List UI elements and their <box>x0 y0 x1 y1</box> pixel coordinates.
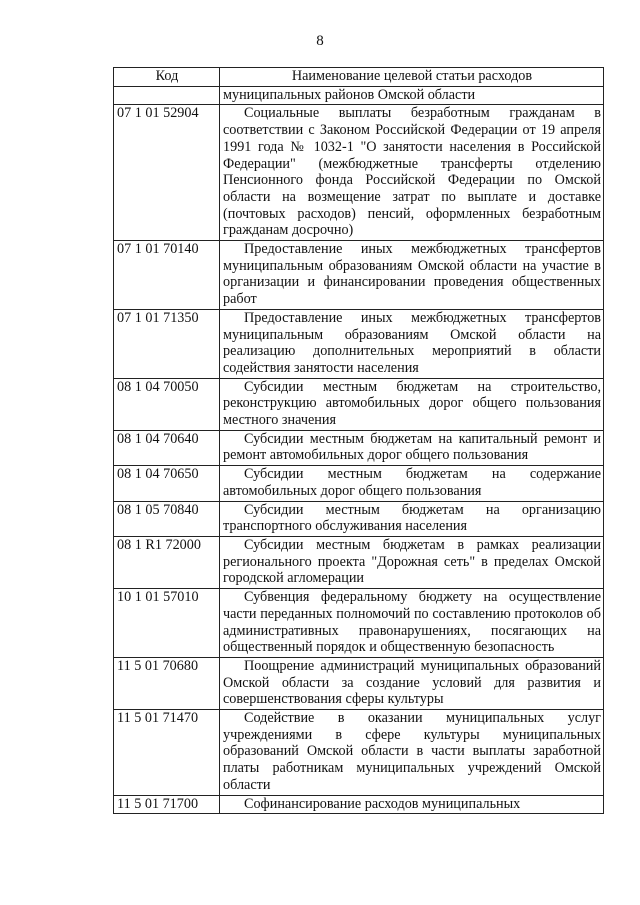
cell-name: Субвенция федеральному бюджету на осуществление части переданных полномочий по составлению протоколов об административных правонарушениях, посягающих на общественный порядок и общественную безопасность <box>220 589 604 658</box>
cell-name: Предоставление иных межбюджетных трансфертов муниципальным образованиям Омской области на реализацию дополнительных мероприятий в области содействия занятости населения <box>220 309 604 378</box>
cell-name: Субсидии местным бюджетам на содержание автомобильных дорог общего пользования <box>220 466 604 501</box>
cell-name-continuation: муниципальных районов Омской области <box>220 86 604 105</box>
table-row <box>114 466 604 501</box>
table-row <box>114 430 604 465</box>
cell-name: Субсидии местным бюджетам на организацию транспортного обслуживания населения <box>220 501 604 536</box>
cell-code: 07 1 01 70140 <box>114 241 220 310</box>
table-row <box>114 589 604 658</box>
cell-code: 08 1 05 70840 <box>114 501 220 536</box>
table-row <box>114 536 604 588</box>
cell-code: 10 1 01 57010 <box>114 589 220 658</box>
cell-code-empty <box>114 86 220 105</box>
cell-code: 07 1 01 71350 <box>114 309 220 378</box>
table-row <box>114 309 604 378</box>
budget-classification-table <box>113 67 604 814</box>
cell-name: Субсидии местным бюджетам на строительство, реконструкцию автомобильных дорог общего пользования местного значения <box>220 378 604 430</box>
page-number: 8 <box>316 33 324 49</box>
cell-code: 11 5 01 71470 <box>114 710 220 796</box>
cell-code: 08 1 R1 72000 <box>114 536 220 588</box>
cell-code: 11 5 01 71700 <box>114 795 220 814</box>
header-code: Код <box>114 68 220 87</box>
cell-name: Социальные выплаты безработным гражданам в соответствии с Законом Российской Федерации от 19 апреля 1991 года № 1032-1 "О занятости населения в Российской Федерации" (межбюджетные трансферты отделению Пенсионного фонда Российской Федерации по Омской области на возмещение затрат по выплате и доставке (почтовых расходов) пенсий, оформленных безработным гражданам досрочно) <box>220 105 604 241</box>
cell-code: 08 1 04 70650 <box>114 466 220 501</box>
cell-name: Софинансирование расходов муниципальных <box>220 795 604 814</box>
table-row <box>114 105 604 241</box>
cell-name: Предоставление иных межбюджетных трансфертов муниципальным образованиям Омской области на участие в организации и финансировании проведения общественных работ <box>220 241 604 310</box>
cell-name: Субсидии местным бюджетам на капитальный ремонт и ремонт автомобильных дорог общего пользования <box>220 430 604 465</box>
cell-code: 08 1 04 70050 <box>114 378 220 430</box>
table-row <box>114 501 604 536</box>
header-name: Наименование целевой статьи расходов <box>220 68 604 87</box>
table-row <box>114 710 604 796</box>
table-row-continuation <box>114 86 604 105</box>
table-row <box>114 378 604 430</box>
table-row-cut-off <box>114 795 604 814</box>
cell-code: 08 1 04 70640 <box>114 430 220 465</box>
table-row <box>114 241 604 310</box>
cell-name: Поощрение администраций муниципальных образований Омской области за создание условий для развития и совершенствования сферы культуры <box>220 657 604 709</box>
table-header-row <box>114 68 604 87</box>
table-row <box>114 657 604 709</box>
cell-code: 11 5 01 70680 <box>114 657 220 709</box>
cell-name: Содействие в оказании муниципальных услуг учреждениями в сфере культуры муниципальных образований Омской области в части выплаты заработной платы работникам муниципальных учреждений Омской области <box>220 710 604 796</box>
cell-name: Субсидии местным бюджетам в рамках реализации регионального проекта "Дорожная сеть" в пределах Омской городской агломерации <box>220 536 604 588</box>
cell-code: 07 1 01 52904 <box>114 105 220 241</box>
